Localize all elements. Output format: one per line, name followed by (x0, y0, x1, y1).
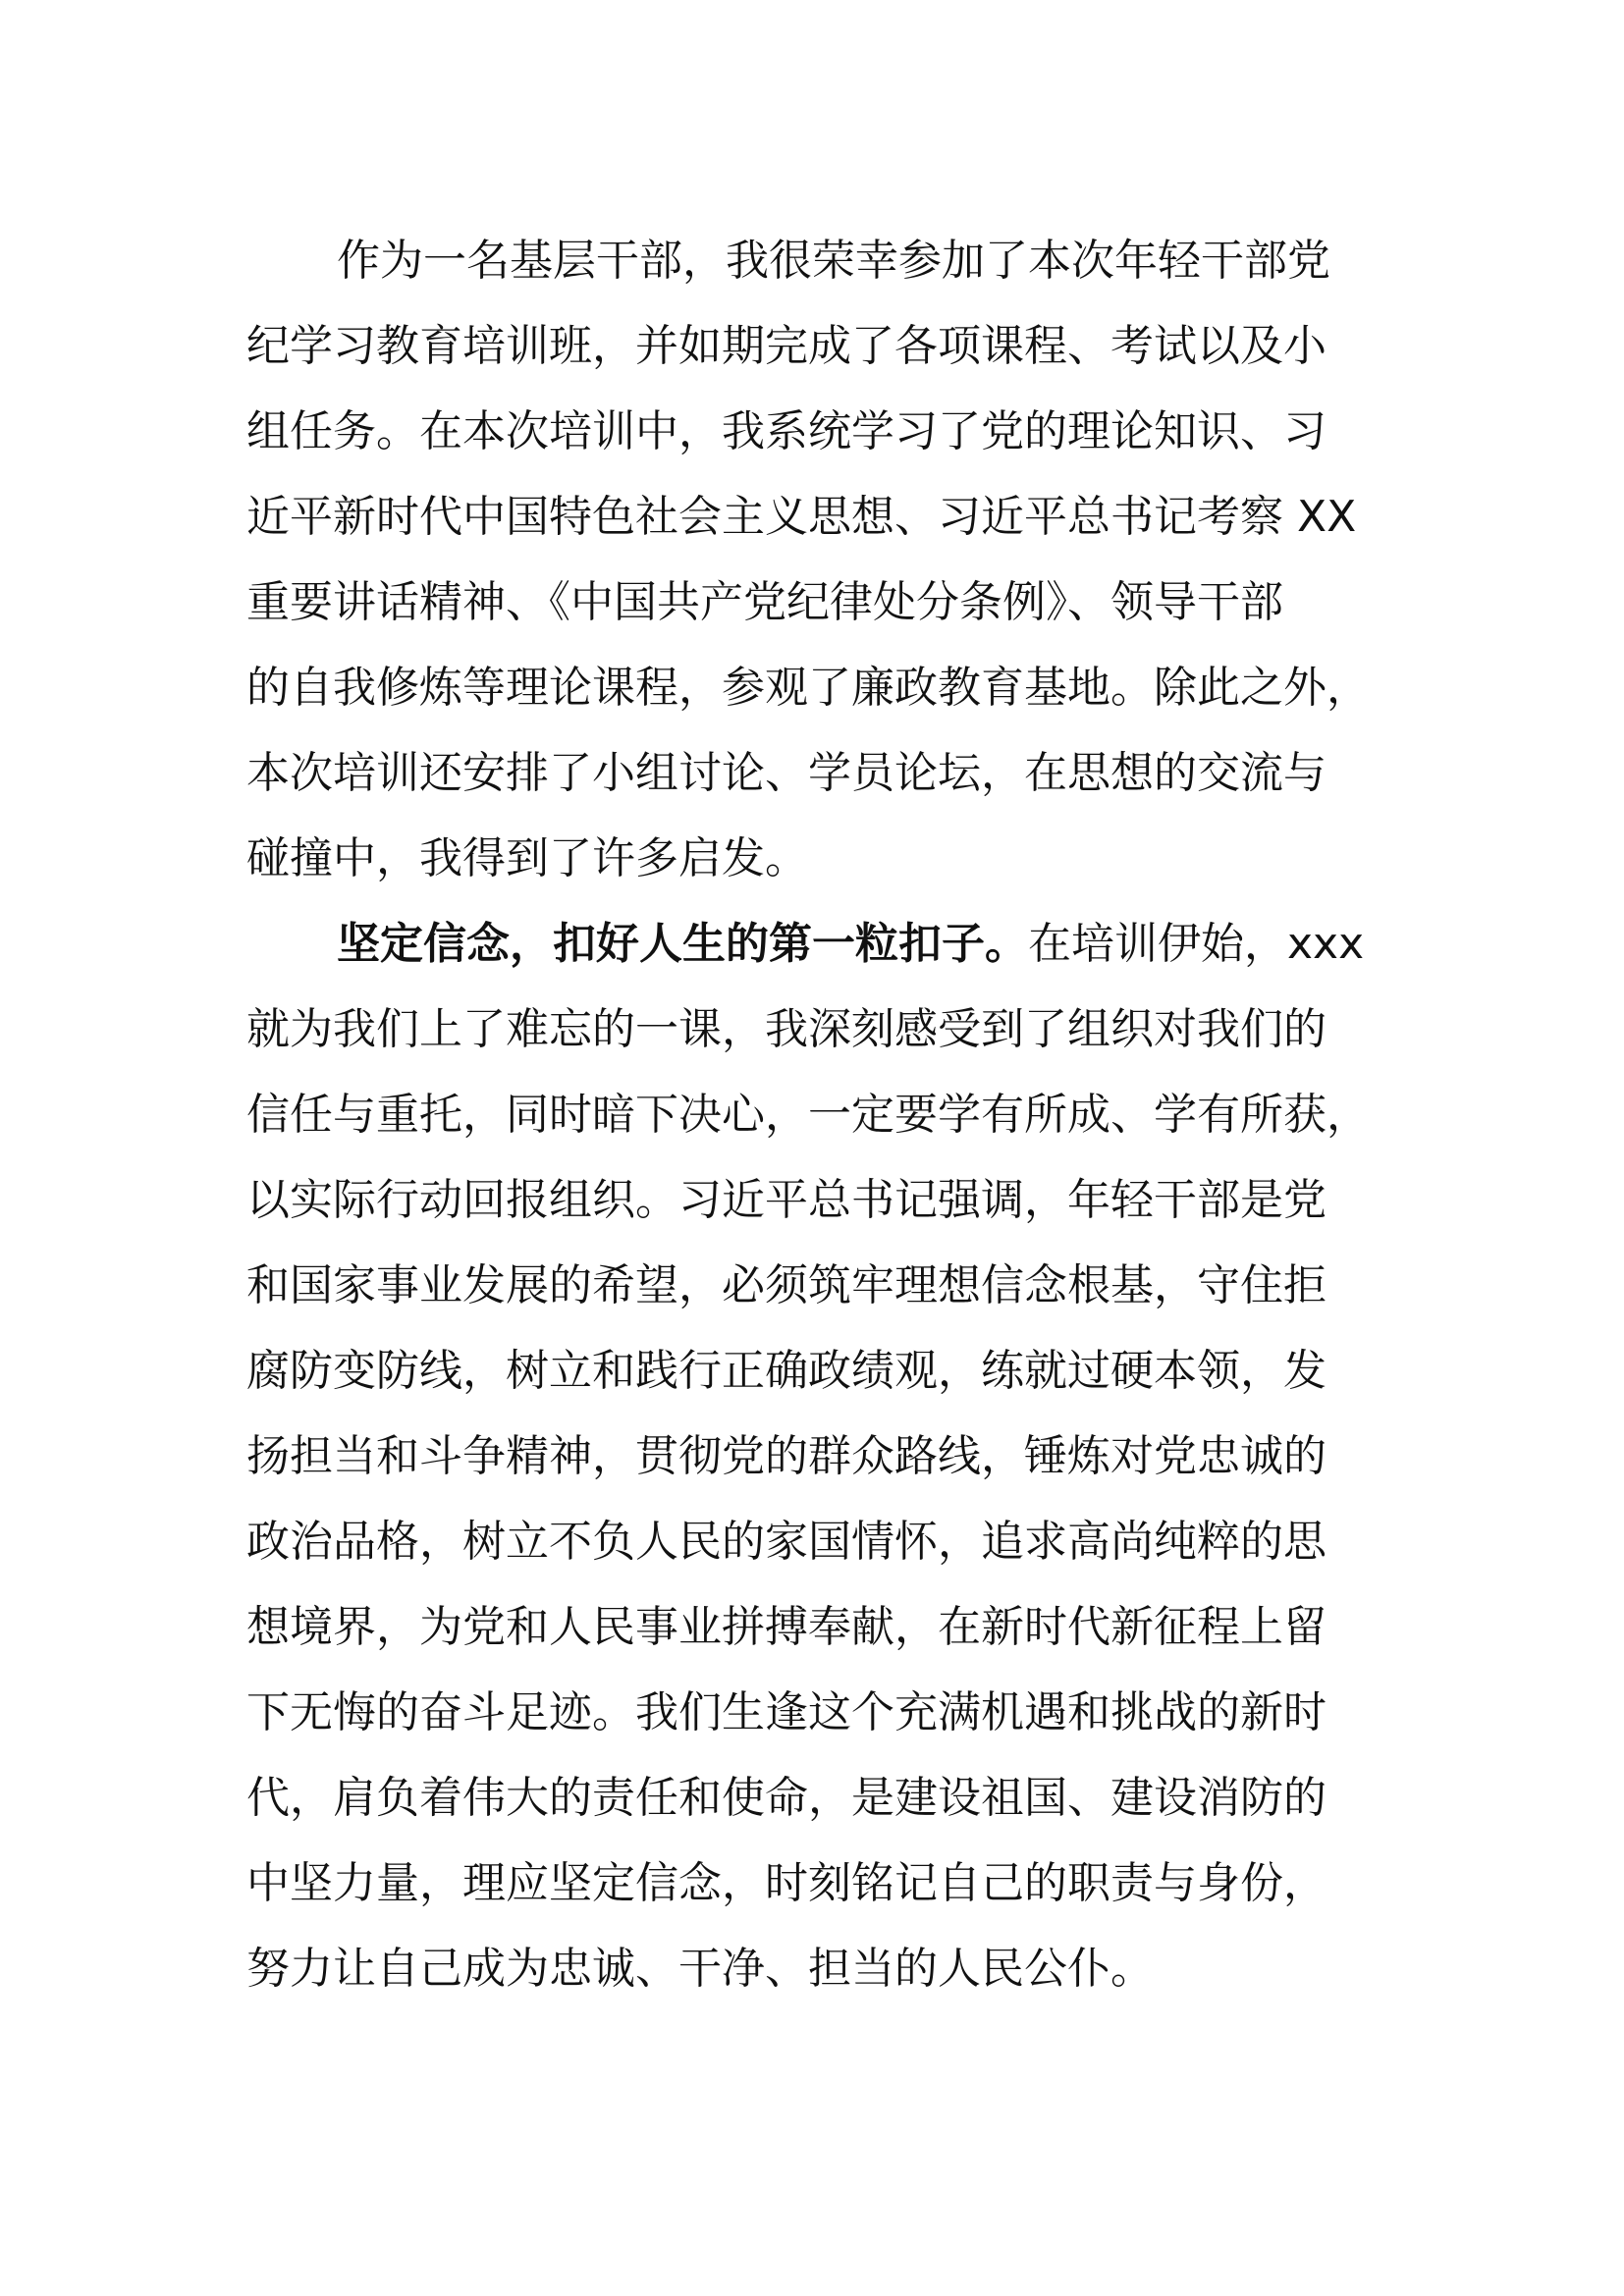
text-line: 中坚力量，理应坚定信念，时刻铭记自己的职责与身份， (246, 1858, 1326, 1908)
text-line: 组任务。在本次培训中，我系统学习了党的理论知识、习 (246, 406, 1326, 456)
text-line: 政治品格，树立不负人民的家国情怀，追求高尚纯粹的思 (246, 1517, 1326, 1567)
text-line: 信任与重托，同时暗下决心，一定要学有所成、学有所获， (246, 1090, 1370, 1140)
text-line: 重要讲话精神、《中国共产党纪律处分条例》、领导干部 (246, 577, 1283, 627)
text-line: 想境界，为党和人民事业拼搏奉献，在新时代新征程上留 (246, 1602, 1326, 1652)
text-line: 碰撞中，我得到了许多启发。 (246, 833, 808, 883)
text-line: 和国家事业发展的希望，必须筑牢理想信念根基，守住拒 (246, 1260, 1326, 1310)
text-line: 本次培训还安排了小组讨论、学员论坛，在思想的交流与 (246, 748, 1326, 798)
text-line: 作为一名基层干部，我很荣幸参加了本次年轻干部党 (337, 236, 1330, 286)
text-line: 下无悔的奋斗足迹。我们生逢这个充满机遇和挑战的新时 (246, 1687, 1326, 1737)
text-line: 腐防变防线，树立和践行正确政绩观，练就过硬本领，发 (246, 1346, 1326, 1396)
paragraph-heading: 坚定信念，扣好人生的第一粒扣子。 (337, 919, 1028, 969)
text-line: 代，肩负着伟大的责任和使命，是建设祖国、建设消防的 (246, 1773, 1326, 1823)
text-line: 努力让自己成为忠诚、干净、担当的人民公仆。 (246, 1944, 1154, 1994)
paragraph-2-first-line (246, 901, 1385, 987)
text-line: 的自我修炼等理论课程，参观了廉政教育基地。除此之外， (246, 663, 1370, 713)
text-line: 就为我们上了难忘的一课，我深刻感受到了组织对我们的 (246, 1004, 1326, 1054)
text-line: 近平新时代中国特色社会主义思想、习近平总书记考察 XX (246, 492, 1357, 542)
text-line: 以实际行动回报组织。习近平总书记强调，年轻干部是党 (246, 1175, 1326, 1225)
text-line: 纪学习教育培训班，并如期完成了各项课程、考试以及小 (246, 321, 1326, 371)
document-body (246, 218, 1385, 2011)
paragraph-1 (246, 218, 1385, 901)
text-line: 扬担当和斗争精神，贯彻党的群众路线，锤炼对党忠诚的 (246, 1431, 1326, 1481)
text-run: 在培训伊始，xxx (1028, 919, 1365, 969)
paragraph-2 (246, 901, 1385, 2011)
